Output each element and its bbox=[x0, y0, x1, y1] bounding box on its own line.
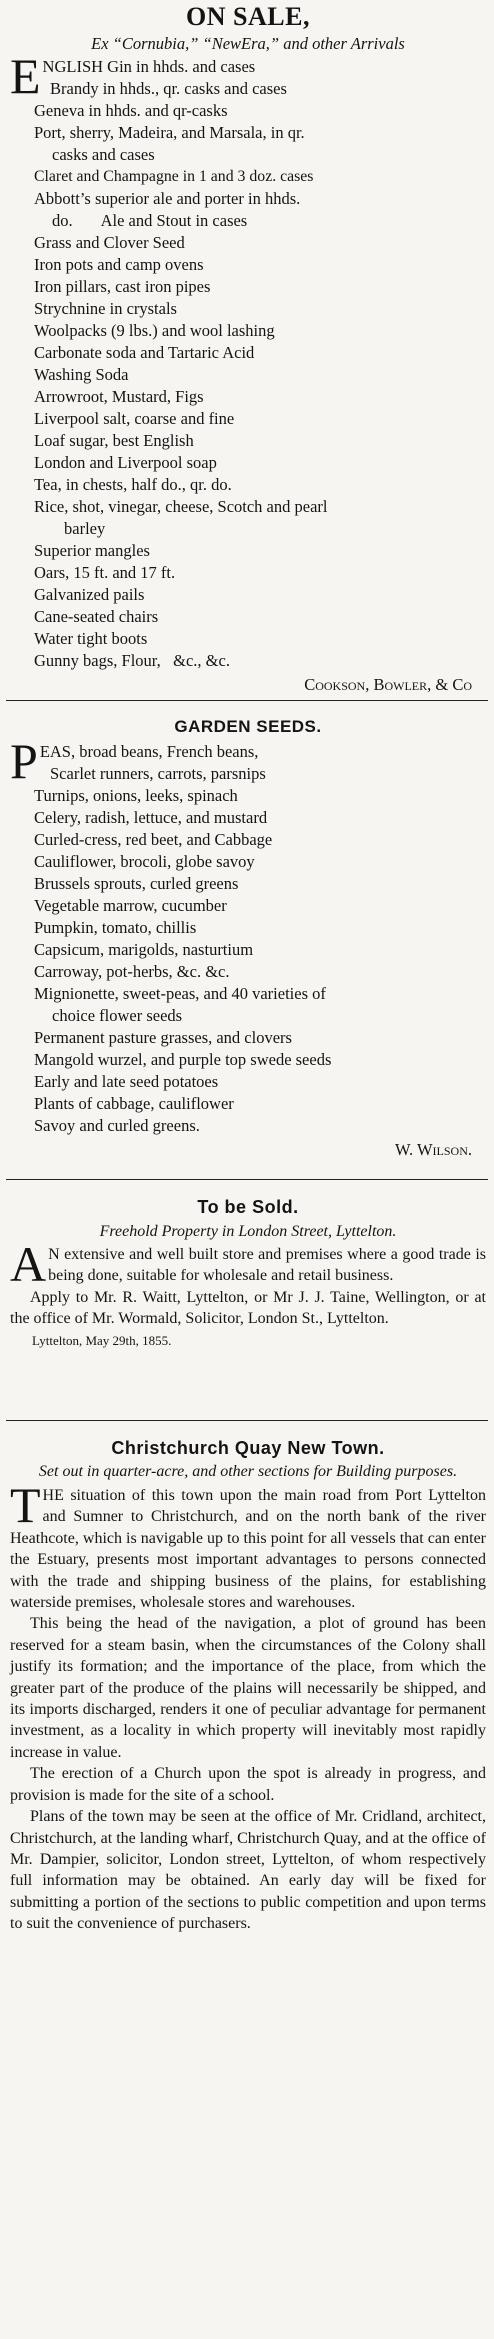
list-item: Brussels sprouts, curled greens bbox=[34, 874, 239, 893]
list-item: Rice, shot, vinegar, cheese, Scotch and pearl bbox=[34, 497, 328, 516]
garden-seeds-title: GARDEN SEEDS. bbox=[174, 717, 322, 736]
list-item: Cauliflower, brocoli, globe savoy bbox=[34, 852, 255, 871]
list-item: barley bbox=[64, 519, 106, 538]
list-item: Water tight boots bbox=[34, 629, 148, 648]
quay-paragraph: Plans of the town may be seen at the office of Mr. Cridland, architect, Christchurch, at the landing wharf, Christchurch Quay, and at the office of Mr. Dampier, solicitor, London street, Lyttelton, of whom respectively full information may be obtained. An early day will be fixed for submitting a portion of the sections to public competition and upon terms to suit the convenience of purchasers. bbox=[10, 1808, 486, 1933]
list-item: Woolpacks (9 lbs.) and wool lashing bbox=[34, 321, 275, 340]
garden-seeds-dropcap: P bbox=[10, 733, 38, 789]
quay-paragraph bbox=[10, 1477, 486, 1613]
list-item: Scarlet runners, carrots, parsnips bbox=[50, 764, 266, 783]
on-sale-title: ON SALE, bbox=[186, 2, 310, 31]
list-item: choice flower seeds bbox=[52, 1006, 183, 1025]
list-item: Tea, in chests, half do., qr. do. bbox=[34, 475, 232, 494]
on-sale-dropcap: E bbox=[10, 48, 41, 104]
list-item: Strychnine in crystals bbox=[34, 299, 177, 318]
list-item: Permanent pasture grasses, and clovers bbox=[34, 1028, 292, 1047]
quay-ad bbox=[0, 1421, 494, 2331]
list-item: Liverpool salt, coarse and fine bbox=[34, 409, 235, 428]
list-item: Grass and Clover Seed bbox=[34, 233, 185, 252]
list-item: Early and late seed potatoes bbox=[34, 1072, 219, 1091]
list-item: Port, sherry, Madeira, and Marsala, in qr. bbox=[34, 123, 305, 142]
list-item: Superior mangles bbox=[34, 541, 150, 560]
to-be-sold-paragraph-text: N extensive and well built store and premises where a good trade is being done, suitable for wholesale and retail business. bbox=[48, 1246, 486, 1285]
list-item: Oars, 15 ft. and 17 ft. bbox=[34, 563, 176, 582]
on-sale-subtitle: Ex “Cornubia,” “NewEra,” and other Arrivals bbox=[91, 34, 405, 53]
on-sale-ad bbox=[0, 0, 494, 700]
list-item: Arrowroot, Mustard, Figs bbox=[34, 387, 204, 406]
list-item: Vegetable marrow, cucumber bbox=[34, 896, 227, 915]
quay-body bbox=[10, 1477, 486, 1935]
list-item: Carbonate soda and Tartaric Acid bbox=[34, 343, 255, 362]
list-item: Loaf sugar, best English bbox=[34, 431, 194, 450]
quay-subtitle: Set out in quarter-acre, and other sections for Building purposes. bbox=[38, 1463, 458, 1480]
to-be-sold-body bbox=[10, 1236, 486, 1330]
to-be-sold-ad bbox=[0, 1180, 494, 1420]
garden-seeds-ad bbox=[0, 701, 494, 1179]
garden-seeds-first-line-text: EAS, broad beans, French beans, bbox=[39, 742, 259, 761]
list-item: Galvanized pails bbox=[34, 585, 145, 604]
list-item: Mignionette, sweet-peas, and 40 varieties of bbox=[34, 984, 326, 1003]
quay-paragraph: The erection of a Church upon the spot is already in progress, and provision is made for the site of a school. bbox=[10, 1765, 486, 1804]
list-item: Brandy in hhds., qr. casks and cases bbox=[50, 79, 287, 98]
to-be-sold-paragraph: Apply to Mr. R. Waitt, Lyttelton, or Mr J. J. Taine, Wellington, or at the office of Mr. Wormald, Solicitor, London St., Lyttelton. bbox=[10, 1288, 486, 1328]
list-item: Plants of cabbage, cauliflower bbox=[34, 1094, 234, 1113]
list-item: Pumpkin, tomato, chillis bbox=[34, 918, 197, 937]
list-item: Mangold wurzel, and purple top swede seeds bbox=[34, 1050, 332, 1069]
list-item: Gunny bags, Flour, &c., &c. bbox=[34, 651, 230, 670]
quay-dropcap: T bbox=[10, 1477, 41, 1533]
list-item: Carroway, pot-herbs, &c. &c. bbox=[34, 962, 230, 981]
list-item: Cane-seated chairs bbox=[34, 607, 159, 626]
list-item: Curled-cress, red beet, and Cabbage bbox=[34, 830, 273, 849]
list-item: London and Liverpool soap bbox=[34, 453, 217, 472]
list-item: Turnips, onions, leeks, spinach bbox=[34, 786, 238, 805]
list-item: do. Ale and Stout in cases bbox=[52, 211, 248, 230]
list-item: Washing Soda bbox=[34, 365, 129, 384]
to-be-sold-dateline: Lyttelton, May 29th, 1855. bbox=[32, 1332, 172, 1348]
quay-paragraph: This being the head of the navigation, a plot of ground has been reserved for a steam basin, when the circumstances of the Colony shall justify its formation; and the importance of the place, from which the greater part of the produce of the plains will necessarily be shipped, and its imports discharged, renders it one of peculiar advantage for permanent investment, as a locality in which property will inevitably most rapidly increase in value. bbox=[10, 1615, 486, 1761]
list-item: Iron pillars, cast iron pipes bbox=[34, 277, 211, 296]
quay-paragraph-text: HE situation of this town upon the main road from Port Lyttelton and Sumner to Christchurch, and on the north bank of the river Heathcote, which is navigable up to this point for all vessels that can enter the Estuary, presents most important advantages to persons connected with the trade and shipping business of the plains, for establishing waterside premises, wholesale stores and warehouses. bbox=[10, 1487, 486, 1612]
list-item: Iron pots and camp ovens bbox=[34, 255, 204, 274]
list-item: Claret and Champagne in 1 and 3 doz. cases bbox=[34, 168, 314, 185]
to-be-sold-subtitle: Freehold Property in London Street, Lyttelton. bbox=[99, 1223, 397, 1240]
on-sale-first-line-text: NGLISH Gin in hhds. and cases bbox=[42, 57, 256, 76]
on-sale-signature: Cookson, Bowler, & Co bbox=[304, 675, 472, 694]
list-item: Geneva in hhds. and qr-casks bbox=[34, 101, 228, 120]
to-be-sold-dropcap: A bbox=[10, 1236, 47, 1292]
to-be-sold-paragraph bbox=[10, 1236, 486, 1292]
list-item: Abbott’s superior ale and porter in hhds. bbox=[34, 189, 301, 208]
to-be-sold-title: To be Sold. bbox=[197, 1197, 299, 1217]
quay-title: Christchurch Quay New Town. bbox=[111, 1438, 385, 1458]
list-item: Capsicum, marigolds, nasturtium bbox=[34, 940, 254, 959]
list-item: casks and cases bbox=[52, 145, 155, 164]
list-item: Celery, radish, lettuce, and mustard bbox=[34, 808, 268, 827]
list-item: Savoy and curled greens. bbox=[34, 1116, 200, 1135]
garden-seeds-signature: W. Wilson. bbox=[394, 1140, 472, 1159]
